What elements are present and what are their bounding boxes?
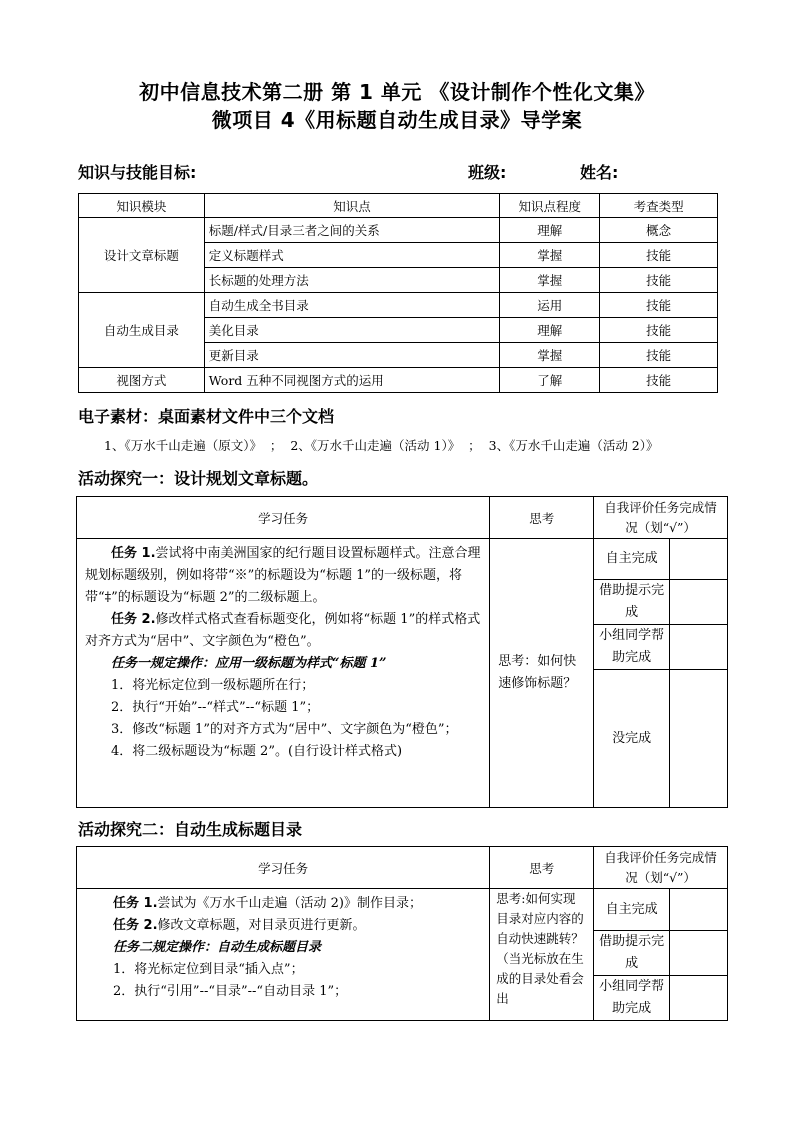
col-think: 思考 (490, 847, 594, 889)
col-eval: 自我评价任务完成情况（划“√”） (594, 847, 728, 889)
step: 1．将光标定位到目录“插入点”； (113, 962, 304, 977)
type-cell: 技能 (600, 343, 718, 368)
type-cell: 技能 (600, 268, 718, 293)
header-level: 知识点程度 (500, 194, 600, 218)
level-cell: 掌握 (500, 268, 600, 293)
table-row (79, 218, 718, 243)
step: 3．修改“标题 1”的对齐方式为“居中”、文字颜色为“橙色”； (111, 722, 458, 737)
name-label: 姓名: (580, 163, 619, 182)
header-point: 知识点 (204, 194, 500, 218)
point-cell: 定义标题样式 (204, 243, 500, 268)
module-cell: 视图方式 (79, 368, 205, 393)
activity1-heading: 活动探究一：设计规划文章标题。 (78, 469, 319, 488)
page-title: 初中信息技术第二册 第 1 单元 《设计制作个性化文集》 (139, 80, 655, 104)
point-cell: 自动生成全书目录 (204, 293, 500, 318)
table-row (79, 293, 718, 318)
materials-heading: 电子素材：桌面素材文件中三个文档 (78, 407, 335, 426)
level-cell: 运用 (500, 293, 600, 318)
module-cell: 自动生成目录 (79, 293, 205, 368)
check-box[interactable] (670, 580, 728, 625)
level-cell: 掌握 (500, 243, 600, 268)
type-cell: 技能 (600, 293, 718, 318)
task2-text: 修改样式格式查看标题变化，例如将“标题 1”的样式格式对齐方式为“居中”、文字颜色为“橙色”。 (85, 612, 481, 649)
task2-text: 修改文章标题，对目录页进行更新。 (157, 918, 366, 933)
step: 2．执行“开始”--“样式”--“标题 1”； (111, 700, 320, 715)
eval-option: 借助提示完成 (594, 580, 670, 625)
point-cell: 美化目录 (204, 318, 500, 343)
task1-label: 任务 1. (113, 896, 158, 911)
level-cell: 理解 (500, 218, 600, 243)
step: 4．将二级标题设为“标题 2”。(自行设计样式格式) (111, 744, 403, 759)
check-box[interactable] (670, 976, 728, 1021)
class-label: 班级: (468, 163, 507, 182)
col-think: 思考 (490, 497, 594, 539)
knowledge-table (78, 193, 718, 393)
eval-option: 小组同学帮助完成 (594, 625, 670, 670)
task2-label: 任务 2. (111, 612, 156, 627)
task1-text: 尝试为《万水千山走遍（活动 2)》制作目录； (157, 896, 422, 911)
activity2-table (76, 846, 728, 1021)
level-cell: 理解 (500, 318, 600, 343)
type-cell: 技能 (600, 243, 718, 268)
eval-option: 自主完成 (594, 539, 670, 580)
col-eval: 自我评价任务完成情况（划“√”） (594, 497, 728, 539)
activity1-table (76, 496, 728, 808)
eval-option: 自主完成 (594, 889, 670, 931)
check-box[interactable] (670, 539, 728, 580)
table-header-row (79, 194, 718, 218)
col-task: 学习任务 (77, 847, 490, 889)
goals-label: 知识与技能目标: (78, 163, 197, 182)
eval-option: 借助提示完成 (594, 931, 670, 976)
check-box[interactable] (670, 625, 728, 670)
step: 1．将光标定位到一级标题所在行； (111, 678, 315, 693)
point-cell: 标题/样式/目录三者之间的关系 (204, 218, 500, 243)
header-type: 考查类型 (600, 194, 718, 218)
task1-text: 尝试将中南美洲国家的纪行题目设置标题样式。注意合理规划标题级别，例如将带“※”的标题设为“标题 1”的一级标题，将带“‡”的标题设为“标题 2”的二级标题上。 (85, 546, 481, 605)
type-cell: 技能 (600, 368, 718, 393)
think-cell: 思考:如何实现目录对应内容的自动快速跳转？（当光标放在生成的目录处看会出 (490, 889, 594, 1021)
check-box[interactable] (670, 670, 728, 808)
activity2-heading: 活动探究二：自动生成标题目录 (78, 820, 303, 839)
activity1-task-cell (77, 539, 490, 808)
activity2-task-cell (77, 889, 490, 1021)
page-subtitle: 微项目 4《用标题自动生成目录》导学案 (211, 108, 583, 132)
activity2-header-row (77, 847, 728, 889)
point-cell: 更新目录 (204, 343, 500, 368)
task1-label: 任务 1. (111, 546, 156, 561)
point-cell: Word 五种不同视图方式的运用 (204, 368, 500, 393)
header-module: 知识模块 (79, 194, 205, 218)
step: 2．执行“引用”--“目录”--“自动目录 1”； (113, 984, 348, 999)
task2-label: 任务 2. (113, 918, 158, 933)
activity1-header-row (77, 497, 728, 539)
level-cell: 了解 (500, 368, 600, 393)
type-cell: 技能 (600, 318, 718, 343)
check-box[interactable] (670, 889, 728, 931)
module-cell: 设计文章标题 (79, 218, 205, 293)
op-title: 任务一规定操作：应用一级标题为样式“标题 1” (111, 656, 387, 671)
materials-list: 1、《万水千山走遍（原文）》 ； 2、《万水千山走遍（活动 1）》 ； 3、《万水千山走遍（活动 2）》 (104, 438, 659, 453)
col-task: 学习任务 (77, 497, 490, 539)
table-row (79, 368, 718, 393)
eval-option: 小组同学帮助完成 (594, 976, 670, 1021)
check-box[interactable] (670, 931, 728, 976)
op-title: 任务二规定操作：自动生成标题目录 (113, 940, 322, 955)
type-cell: 概念 (600, 218, 718, 243)
think-cell: 思考：如何快速修饰标题？ (490, 539, 594, 808)
point-cell: 长标题的处理方法 (204, 268, 500, 293)
eval-option: 没完成 (594, 670, 670, 808)
level-cell: 掌握 (500, 343, 600, 368)
